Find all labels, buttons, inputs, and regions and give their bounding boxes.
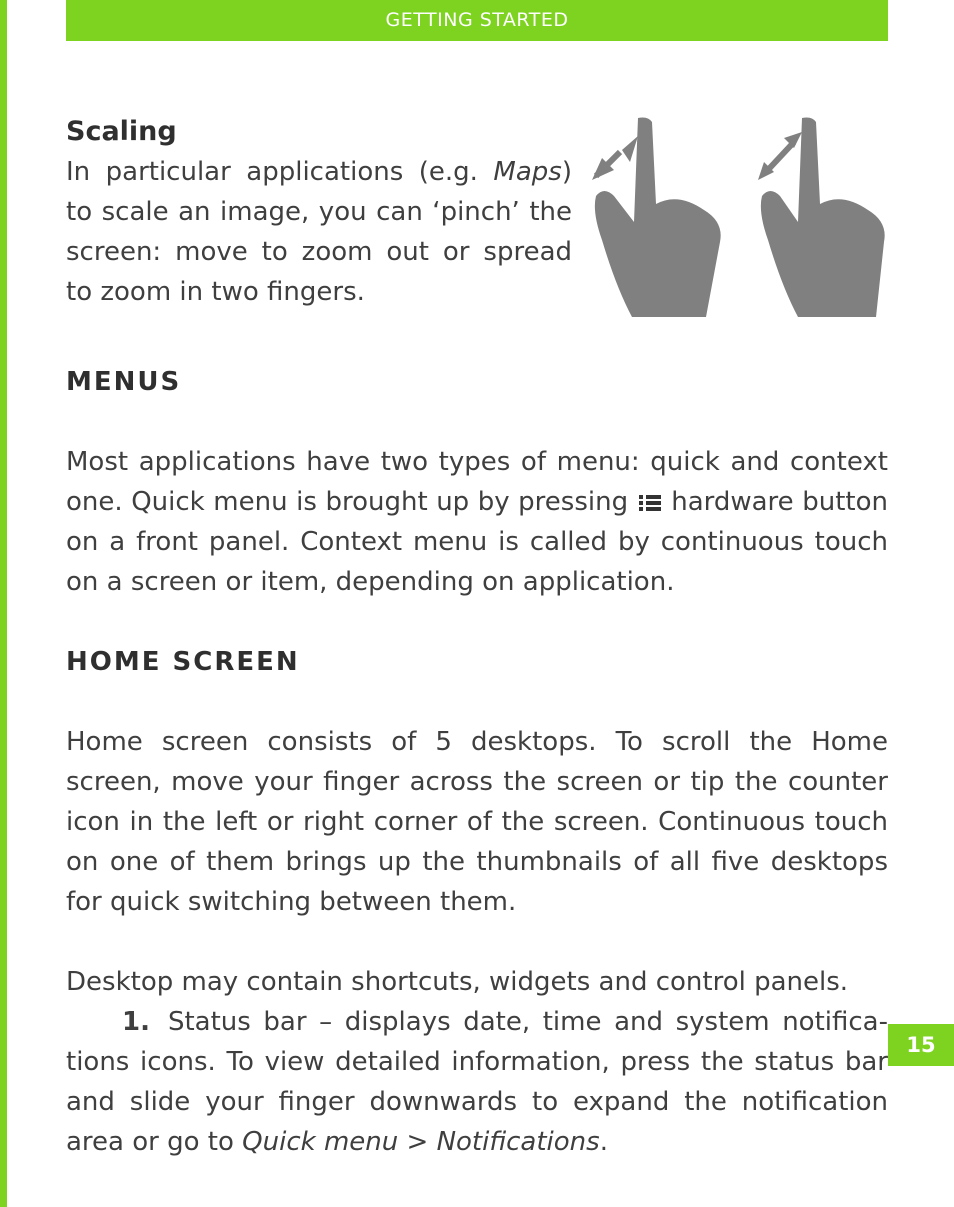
notifications-emphasis: Notifications (436, 1127, 600, 1157)
menus-heading: MENUS (66, 367, 182, 397)
spread-hand-icon (758, 118, 885, 318)
quick-menu-emphasis: Quick menu (242, 1127, 399, 1157)
scaling-text: In particular applications (e.g. Maps) to scale an image, you can ‘pinch’ the screen: move to zoom out or spread to zoom in two fingers. (66, 157, 572, 307)
page-number: 15 (906, 1033, 936, 1057)
scaling-heading: Scaling (66, 116, 177, 147)
menu-list-icon (639, 493, 661, 513)
list-item-number: 1. (122, 1007, 150, 1037)
home-screen-heading: HOME SCREEN (66, 647, 300, 677)
home-screen-paragraph: Home screen consists of 5 desktops. To scroll the Home screen, move your finger across the screen or tip the counter icon in the left or right corner of the screen. Continuous touch on one of them brings up the thumbnails of all five desktops for quick switching between them. (66, 727, 888, 917)
section-header (66, 0, 888, 41)
left-accent-bar (0, 0, 7, 1207)
status-bar-list-item: 1. Status bar – displays date, time and system notifica-tions icons. To view detailed information, press the status bar and slide your finger downwards to expand the notification area or go to Quick menu > Notifications. (66, 1002, 888, 1162)
page-number-tab (888, 1024, 954, 1066)
pinch-hand-icon (592, 118, 721, 318)
desktop-paragraph: Desktop may contain shortcuts, widgets and control panels. (66, 967, 849, 997)
pinch-gesture-illustration (586, 112, 888, 317)
section-header-title: GETTING STARTED (385, 9, 569, 31)
menus-text: Most applications have two types of menu: quick and context one. Quick menu is brought up by pressing hardware button on a front panel. Context menu is called by continuous touch on a screen or item, depending on application. (66, 447, 888, 597)
scaling-section (66, 112, 888, 322)
maps-emphasis: Maps (493, 157, 562, 187)
page-content (66, 112, 888, 1162)
